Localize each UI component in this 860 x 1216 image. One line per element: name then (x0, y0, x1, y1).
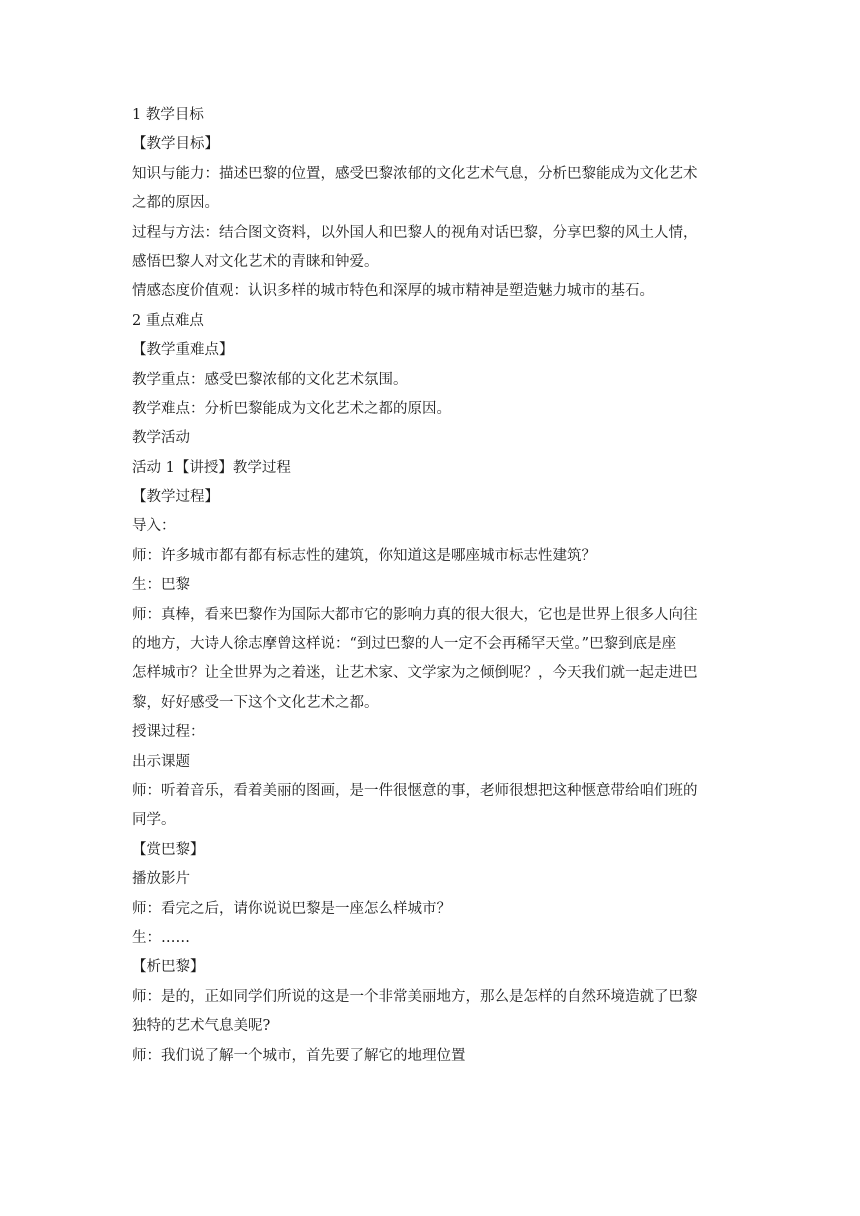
text-line: 生：巴黎 (132, 577, 190, 594)
section-heading-activities: 教学活动 (132, 430, 190, 447)
subheading-key-points: 【教学重难点】 (132, 342, 234, 359)
text-line: 师：我们说了解一个城市，首先要了解它的地理位置 (132, 1047, 466, 1064)
text-line: 生：…… (132, 929, 190, 946)
subheading-appreciate-paris: 【赏巴黎】 (132, 841, 205, 858)
text-line: 教学重点：感受巴黎浓郁的文化艺术氛围。 (132, 371, 408, 388)
activity-heading: 活动 1【讲授】教学过程 (132, 459, 291, 476)
text-line: 独特的艺术气息美呢? (132, 1018, 271, 1035)
subheading-process: 【教学过程】 (132, 489, 219, 506)
text-line: 怎样城市？让全世界为之着迷，让艺术家、文学家为之倾倒呢？，今天我们就一起走进巴 (132, 665, 698, 682)
text-line: 师：看完之后，请你说说巴黎是一座怎么样城市？ (132, 900, 451, 917)
text-line: 知识与能力：描述巴黎的位置，感受巴黎浓郁的文化艺术气息，分析巴黎能成为文化艺术 (132, 165, 698, 182)
text-line: 黎，好好感受一下这个文化艺术之都。 (132, 694, 379, 711)
section-heading-objectives: 1 教学目标 (132, 107, 204, 123)
text-line: 同学。 (132, 812, 176, 829)
text-line: 教学难点：分析巴黎能成为文化艺术之都的原因。 (132, 400, 451, 417)
text-line: 播放影片 (132, 871, 190, 888)
text-line: 师：是的，正如同学们所说的这是一个非常美丽地方，那么是怎样的自然环境造就了巴黎 (132, 988, 698, 1005)
text-line: 师：许多城市都有都有标志性的建筑，你知道这是哪座城市标志性建筑？ (132, 547, 596, 564)
text-line: 师：听着音乐，看着美丽的图画，是一件很惬意的事，老师很想把这种惬意带给咱们班的 (132, 782, 698, 799)
section-heading-key-points: 2 重点难点 (132, 312, 204, 329)
text-line: 授课过程： (132, 724, 205, 741)
text-line: 的地方，大诗人徐志摩曾这样说：“到过巴黎的人一定不会再稀罕天堂。”巴黎到底是座 (132, 636, 677, 653)
text-line: 过程与方法：结合图文资料，以外国人和巴黎人的视角对话巴黎，分享巴黎的风土人情， (132, 224, 698, 241)
text-line: 感悟巴黎人对文化艺术的青睐和钟爱。 (132, 253, 379, 270)
text-line: 导入： (132, 518, 176, 535)
text-line: 情感态度价值观：认识多样的城市特色和深厚的城市精神是塑造魅力城市的基石。 (132, 283, 654, 300)
text-line: 师：真棒，看来巴黎作为国际大都市它的影响力真的很大很大，它也是世界上很多人向往 (132, 606, 698, 623)
text-line: 出示课题 (132, 753, 190, 770)
subheading-analyze-paris: 【析巴黎】 (132, 959, 205, 976)
document-body (132, 101, 728, 1071)
subheading-objectives: 【教学目标】 (132, 136, 219, 153)
text-line: 之都的原因。 (132, 195, 219, 212)
